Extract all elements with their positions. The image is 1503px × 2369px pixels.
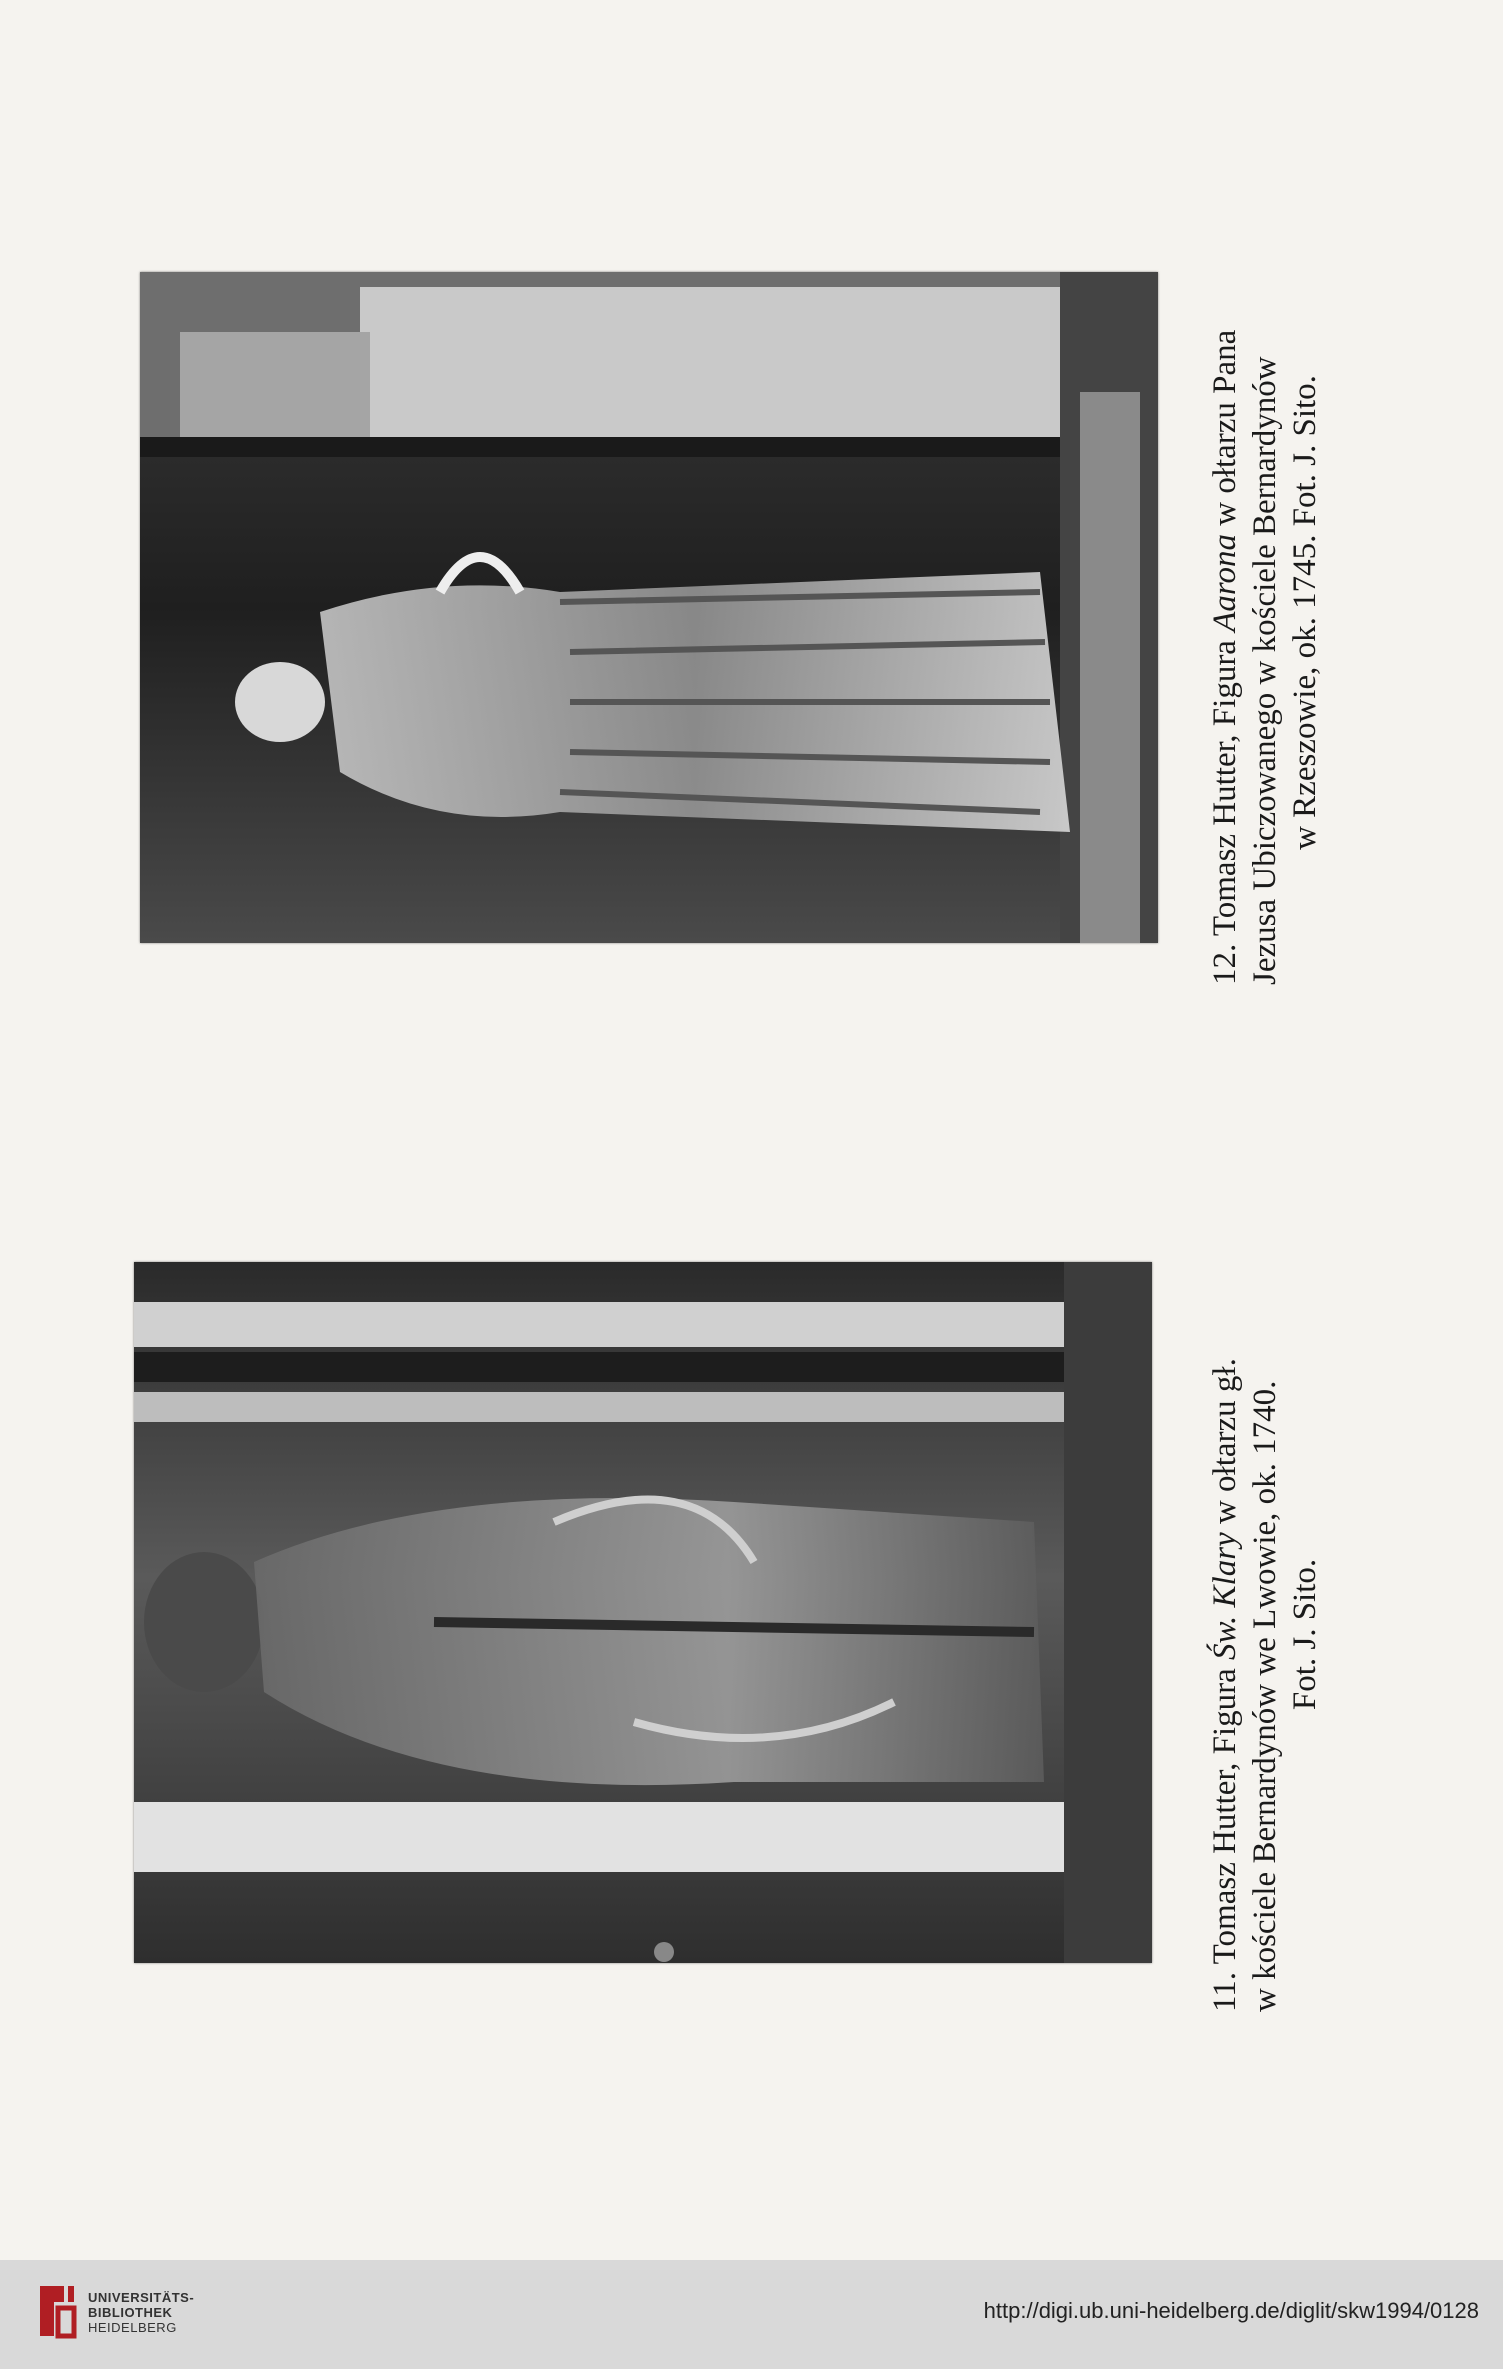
footer-bar [0, 2260, 1503, 2369]
caption-figure-11 [1205, 1257, 1325, 2012]
photo-st-clare-figure [134, 1262, 1152, 1963]
university-library-logo-icon [34, 2282, 80, 2340]
caption-line: w Rzeszowie, ok. 1745. Fot. J. Sito. [1287, 375, 1323, 850]
caption-figure-12 [1205, 240, 1325, 985]
source-url-link[interactable]: http://digi.ub.uni-heidelberg.de/diglit/skw1994/0128 [983, 2298, 1479, 2323]
photo-aaron-figure [140, 272, 1158, 943]
caption-line: Fot. J. Sito. [1287, 1558, 1323, 1711]
caption-line: 12. Tomasz Hutter, Figura Aarona w ołtarzu Pana [1207, 329, 1243, 985]
caption-line: Jezusa Ubiczowanego w kościele Bernardynów [1247, 356, 1283, 985]
library-name: UNIVERSITÄTS- BIBLIOTHEK HEIDELBERG [88, 2290, 195, 2335]
caption-line: w kościele Bernardynów we Lwowie, ok. 1740. [1247, 1380, 1283, 2012]
caption-line: 11. Tomasz Hutter, Figura Św. Klary w ołtarzu gł. [1207, 1358, 1243, 2012]
